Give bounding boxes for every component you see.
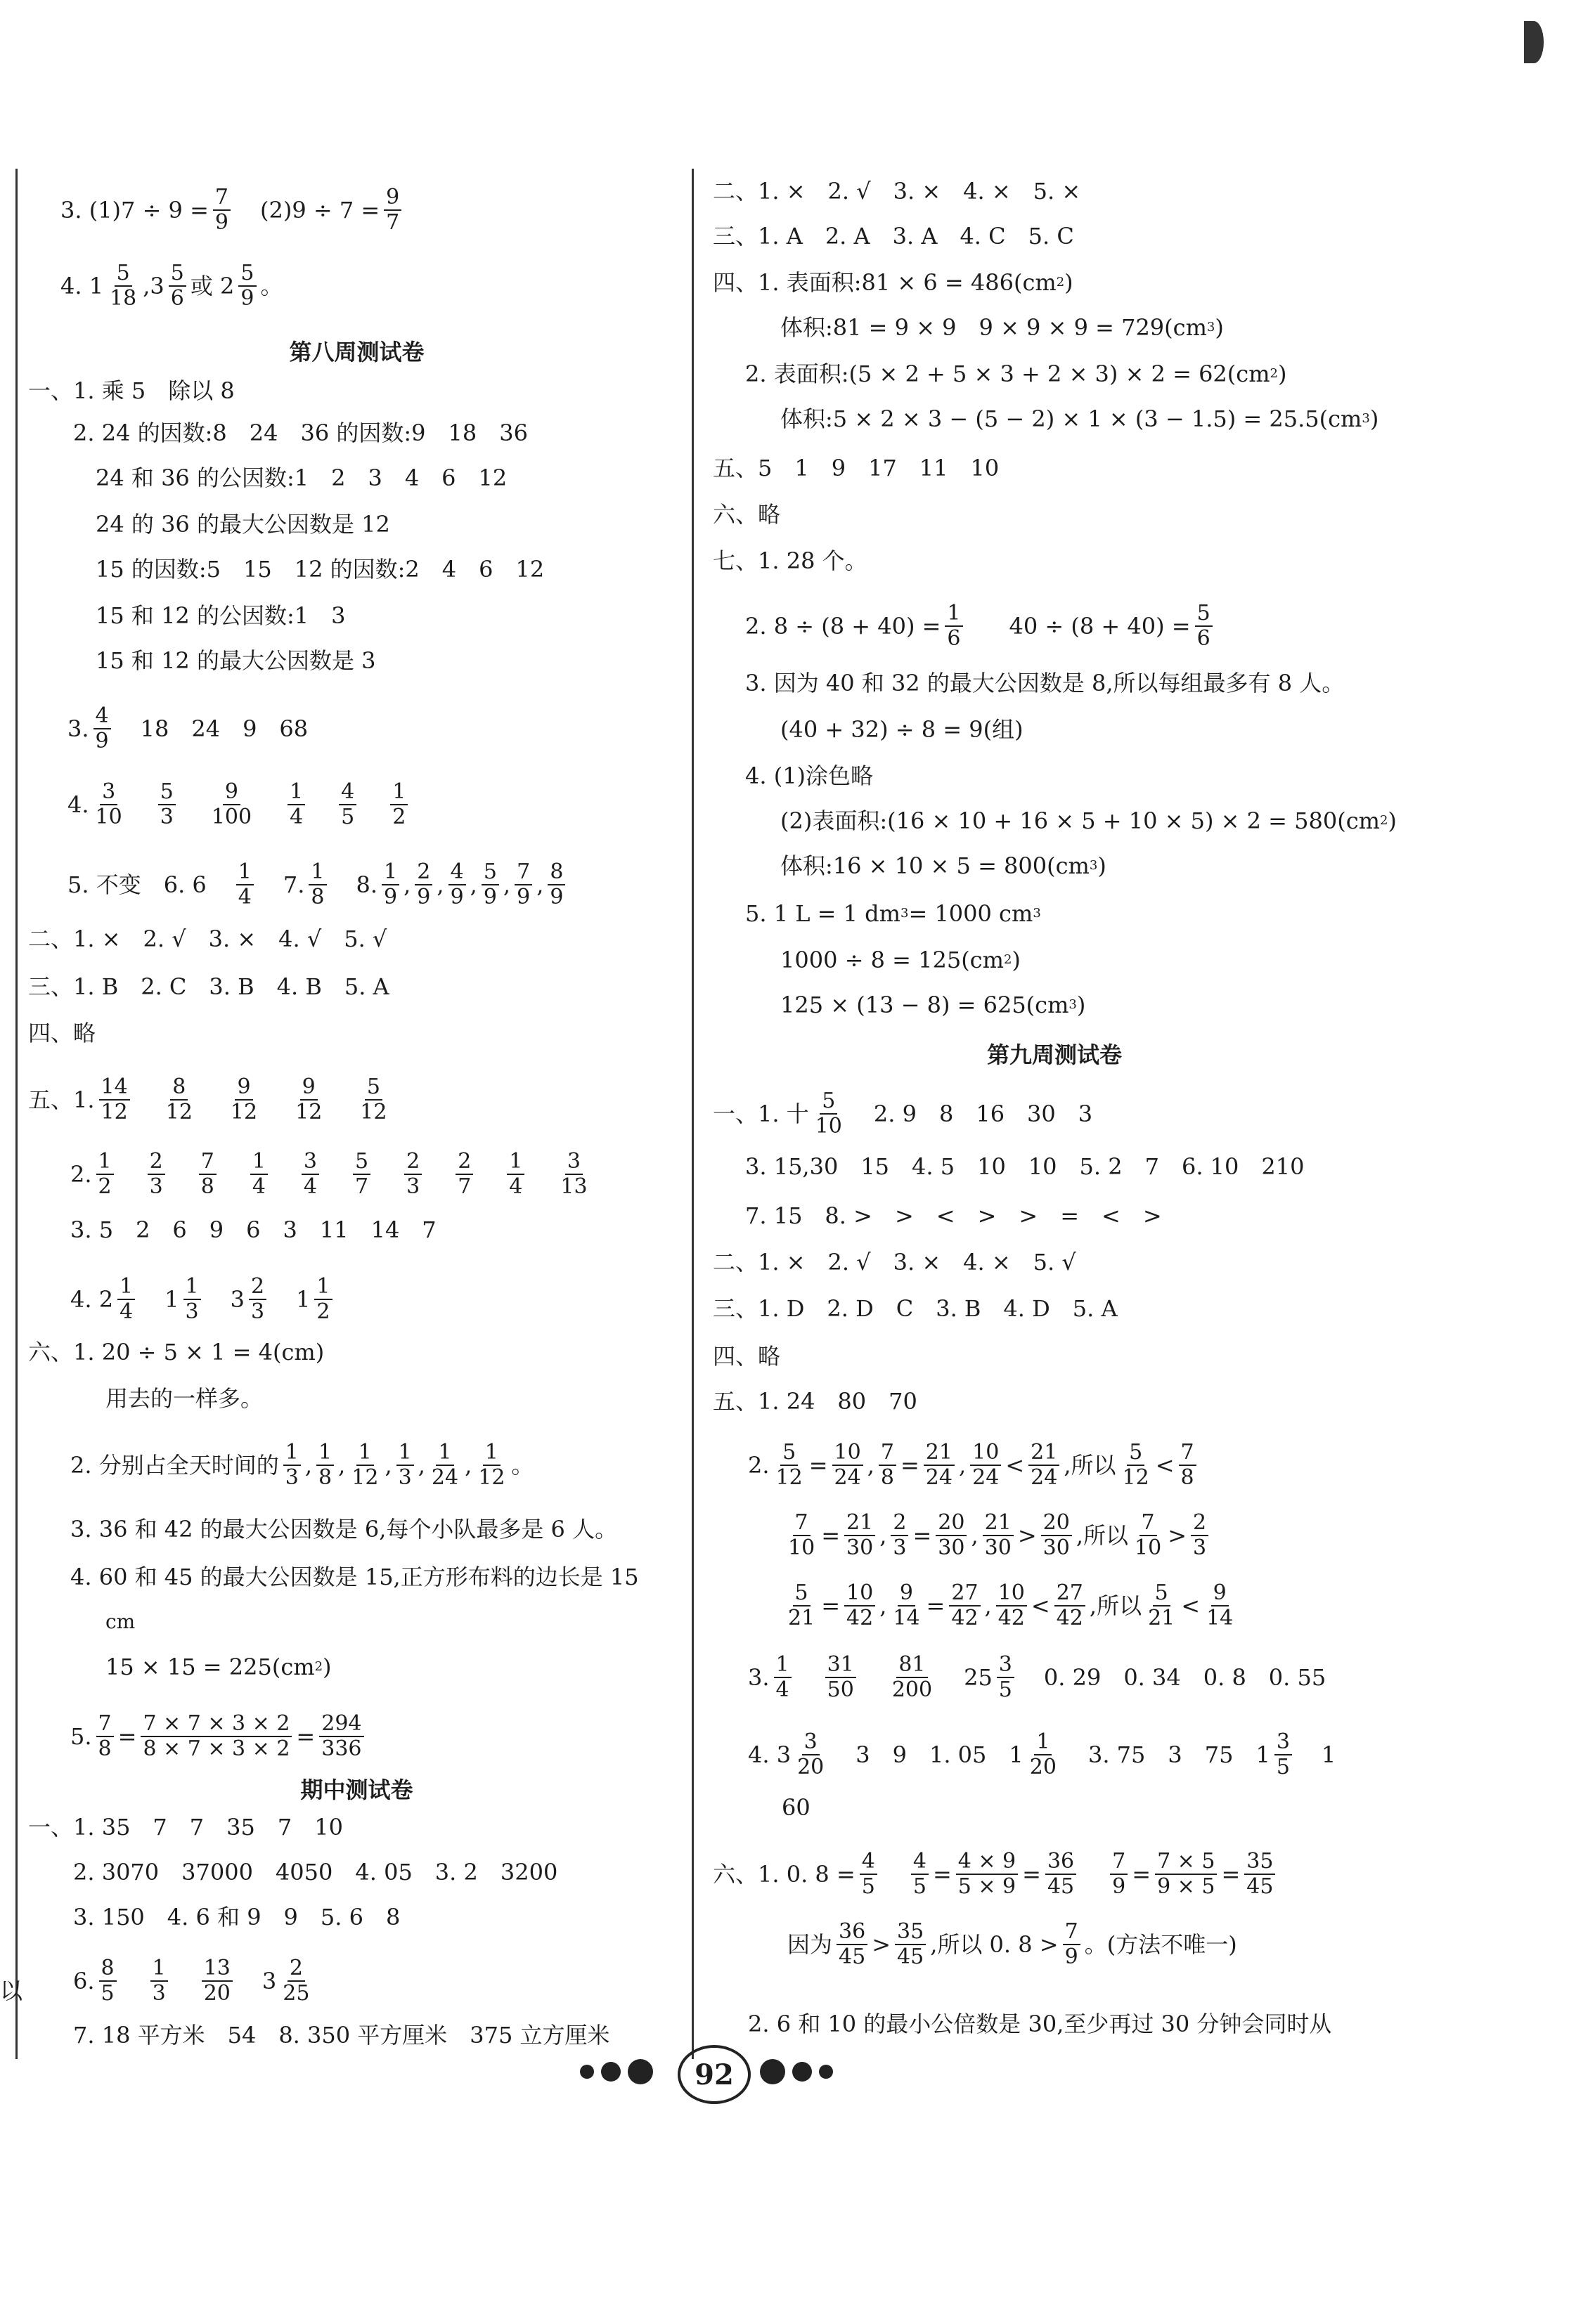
answer-line: 4. (1)涂色略	[745, 762, 874, 789]
answer-line: cm	[105, 1610, 136, 1633]
answer-line: 4. 1 $\frac{5}{18}$ , 3 $\frac{5}{6}$ 或 2 $\frac{5}{9}$ 。	[60, 261, 283, 311]
answer-line: 3. 15,30 15 4. 5 10 10 5. 2 7 6. 10 210	[745, 1153, 1305, 1180]
left-margin-line	[15, 169, 18, 2059]
answer-line: 二、1. × 2. √ 3. × 4. √ 5. √	[28, 926, 387, 952]
answer-line: 用去的一样多。	[105, 1385, 264, 1412]
answer-line: 3. $\frac{4}{9}$ 18 24 9 68	[67, 703, 309, 753]
answer-line: (2)表面积:(16 × 10 + 16 × 5 + 10 × 5) × 2 = 580(cm 2 )	[780, 807, 1397, 834]
answer-line: 六、略	[713, 501, 781, 528]
footer-dot	[760, 2059, 785, 2084]
answer-line: 5. 1 L = 1 dm 3 = 1000 cm 3	[745, 900, 1041, 927]
answer-line: 五、1. $\frac{14}{12}$ $\frac{8}{12}$ $\frac{9}{12}$ $\frac{9}{12}$ $\frac{5}{12}$	[28, 1075, 387, 1124]
side-fragment: 以	[0, 1978, 23, 2004]
answer-line: 二、1. × 2. √ 3. × 4. × 5. √	[713, 1249, 1076, 1275]
section-heading: 第九周测试卷	[986, 1041, 1122, 1068]
answer-line: 3. 36 和 42 的最大公因数是 6,每个小队最多是 6 人。	[70, 1516, 618, 1543]
answer-line: 一、1. 十 $\frac{5}{10}$ 2. 9 8 16 30 3	[713, 1089, 1093, 1138]
section-heading: 第八周测试卷	[289, 339, 425, 365]
answer-line: 15 的因数:5 15 12 的因数:2 4 6 12	[96, 556, 545, 583]
answer-line: 4. 2 $\frac{1}{4}$ 1 $\frac{1}{3}$ 3 $\frac{2}{3}$ 1 $\frac{1}{2}$	[70, 1275, 337, 1324]
footer-dot	[628, 2059, 653, 2084]
answer-line: 6. $\frac{8}{5}$ $\frac{1}{3}$ $\frac{13}{20}$ 3 $\frac{2}{25}$	[73, 1956, 310, 2006]
answer-line: 15 和 12 的最大公因数是 3	[96, 647, 376, 674]
answer-line: 一、1. 35 7 7 35 7 10	[28, 1814, 343, 1841]
footer-dots-right	[756, 2059, 837, 2084]
answer-line: 二、1. × 2. √ 3. × 4. × 5. ×	[713, 178, 1081, 205]
answer-line: 2. 6 和 10 的最小公倍数是 30,至少再过 30 分钟会同时从	[748, 2011, 1332, 2037]
answer-line: 2. $\frac{1}{2}$ $\frac{2}{3}$ $\frac{7}{8}$ $\frac{1}{4}$ $\frac{3}{4}$ $\frac{5}{7}$ $\frac{2}{3}$ $\frac{2}{7}$ $\frac{1}{4}$ $\frac{3}{13}$	[70, 1149, 588, 1199]
answer-line: $\frac{5}{21}$ = $\frac{10}{42}$ , $\frac{9}{14}$ = $\frac{27}{42}$ , $\frac{10}{42}$ < $\frac{27}{42}$ ,所以 $\frac{5}{21}$ < $\frac{9}{14}$	[788, 1580, 1234, 1630]
answer-line: 2. $\frac{5}{12}$ = $\frac{10}{24}$ , $\frac{7}{8}$ = $\frac{21}{24}$ , $\frac{10}{24}$ < $\frac{21}{24}$ ,所以 $\frac{5}{12}$ < $\frac{7}{8}$	[748, 1441, 1201, 1490]
answer-line: 2. 3070 37000 4050 4. 05 3. 2 3200	[73, 1859, 558, 1885]
answer-line: 体积:16 × 10 × 5 = 800(cm 3 )	[780, 852, 1106, 879]
column-divider	[692, 169, 694, 2059]
answer-line: 3. 150 4. 6 和 9 9 5. 6 8	[73, 1904, 401, 1930]
answer-line: 24 的 36 的最大公因数是 12	[96, 511, 390, 538]
answer-line: 体积:81 = 9 × 9 9 × 9 × 9 = 729(cm 3 )	[780, 314, 1224, 341]
answer-line: 2. 24 的因数:8 24 36 的因数:9 18 36	[73, 420, 528, 446]
answer-line: 三、1. A 2. A 3. A 4. C 5. C	[713, 223, 1074, 249]
section-heading: 期中测试卷	[300, 1777, 413, 1803]
answer-line: 60	[782, 1794, 811, 1821]
answer-line: 六、1. 20 ÷ 5 × 1 = 4(cm)	[28, 1339, 325, 1365]
answer-line: 五、1. 24 80 70	[713, 1388, 917, 1415]
answer-line: 2. 8 ÷ (8 + 40) = $\frac{1}{6}$ 40 ÷ (8 + 40) = $\frac{5}{6}$	[745, 602, 1217, 651]
answer-line: $\frac{7}{10}$ = $\frac{21}{30}$ , $\frac{2}{3}$ = $\frac{20}{30}$ , $\frac{21}{30}$ > $\frac{20}{30}$ ,所以 $\frac{7}{10}$ > $\frac{2}{3}$	[782, 1511, 1213, 1560]
answer-line: 2. 表面积:(5 × 2 + 5 × 3 + 2 × 3) × 2 = 62(cm 2 )	[745, 361, 1287, 387]
answer-line: 7. 15 8. > > < > > = < >	[745, 1202, 1162, 1229]
answer-line: 一、1. 乘 5 除以 8	[28, 377, 235, 404]
answer-line: 五、5 1 9 17 11 10	[713, 455, 1000, 481]
answer-line: 3. (1)7 ÷ 9 = $\frac{7}{9}$ (2)9 ÷ 7 = $\frac{9}{7}$	[60, 186, 406, 235]
answer-line: 三、1. D 2. D C 3. B 4. D 5. A	[713, 1295, 1118, 1322]
answer-line: 1000 ÷ 8 = 125(cm 2 )	[780, 947, 1021, 973]
answer-line: 三、1. B 2. C 3. B 4. B 5. A	[28, 973, 389, 1000]
footer-dots-left	[576, 2059, 657, 2084]
answer-line: 七、1. 28 个。	[713, 547, 867, 574]
answer-line: 4. 60 和 45 的最大公因数是 15,正方形布料的边长是 15	[70, 1564, 639, 1590]
answer-line: 24 和 36 的公因数:1 2 3 4 6 12	[96, 465, 508, 491]
answer-line: 5. $\frac{7}{8}$ = $\frac{7 \times 7 \times 3 \times 2}{8 \times 7 \times 3 \times 2}$ = $\frac{294}{336}$	[70, 1712, 368, 1761]
footer-dot	[580, 2065, 594, 2079]
footer-dot	[792, 2062, 812, 2082]
footer-dot	[819, 2065, 833, 2079]
answer-line: 5. 不变 6. 6 $\frac{1}{4}$ 7. $\frac{1}{8}$ 8. $\frac{1}{9}$ , $\frac{2}{9}$ , $\frac{4}{9}$ , $\frac{5}{9}$ , $\frac{7}{9}$ , $\frac{8}{9}$	[67, 860, 569, 909]
answer-line: 4. 3 $\frac{3}{20}$ 3 9 1. 05 1 $\frac{1}{20}$ 3. 75 3 75 1 $\frac{3}{5}$ 1	[748, 1729, 1336, 1779]
answer-line: 四、略	[28, 1020, 96, 1046]
answer-line: 15 和 12 的公因数:1 3	[96, 602, 346, 629]
answer-line: (40 + 32) ÷ 8 = 9(组)	[780, 716, 1024, 743]
answer-line: 4. $\frac{3}{10}$ $\frac{5}{3}$ $\frac{9}{100}$ $\frac{1}{4}$ $\frac{4}{5}$ $\frac{1}{2}$	[67, 780, 412, 829]
answer-line: 3. $\frac{1}{4}$ $\frac{31}{50}$ $\frac{81}{200}$ 25 $\frac{3}{5}$ 0. 29 0. 34 0. 8 0. 55	[748, 1652, 1326, 1702]
answer-line: 125 × (13 − 8) = 625(cm 3 )	[780, 992, 1086, 1018]
answer-line: 15 × 15 = 225(cm 2 )	[105, 1654, 332, 1680]
answer-line: 六、1. 0. 8 = $\frac{4}{5}$ $\frac{4}{5}$ = $\frac{4 \times 9}{5 \times 9}$ = $\frac{36}{45}$ $\frac{7}{9}$ = $\frac{7 \times 5}{9 \times 5}$ = $\frac{35}{45}$	[713, 1850, 1279, 1899]
answer-line: 2. 分别占全天时间的 $\frac{1}{3}$ , $\frac{1}{8}$ , $\frac{1}{12}$ , $\frac{1}{3}$ , $\frac{1}{24}$ , $\frac{1}{12}$ 。	[70, 1440, 534, 1490]
answer-line: 四、1. 表面积:81 × 6 = 486(cm 2 )	[713, 269, 1073, 296]
answer-line: 因为 $\frac{36}{45}$ > $\frac{35}{45}$ ,所以 0. 8 > $\frac{7}{9}$ 。(方法不唯一)	[787, 1919, 1237, 1969]
answer-line: 四、略	[713, 1343, 781, 1370]
footer-dot	[601, 2062, 621, 2082]
answer-line: 体积:5 × 2 × 3 − (5 − 2) × 1 × (3 − 1.5) = 25.5(cm 3 )	[780, 405, 1379, 432]
answer-line: 7. 18 平方米 54 8. 350 平方厘米 375 立方厘米	[73, 2022, 610, 2049]
answer-line: 3. 因为 40 和 32 的最大公因数是 8,所以每组最多有 8 人。	[745, 670, 1345, 696]
page-edge-mark	[1524, 21, 1544, 63]
page-number: 92	[678, 2045, 751, 2104]
answer-line: 3. 5 2 6 9 6 3 11 14 7	[70, 1216, 437, 1243]
